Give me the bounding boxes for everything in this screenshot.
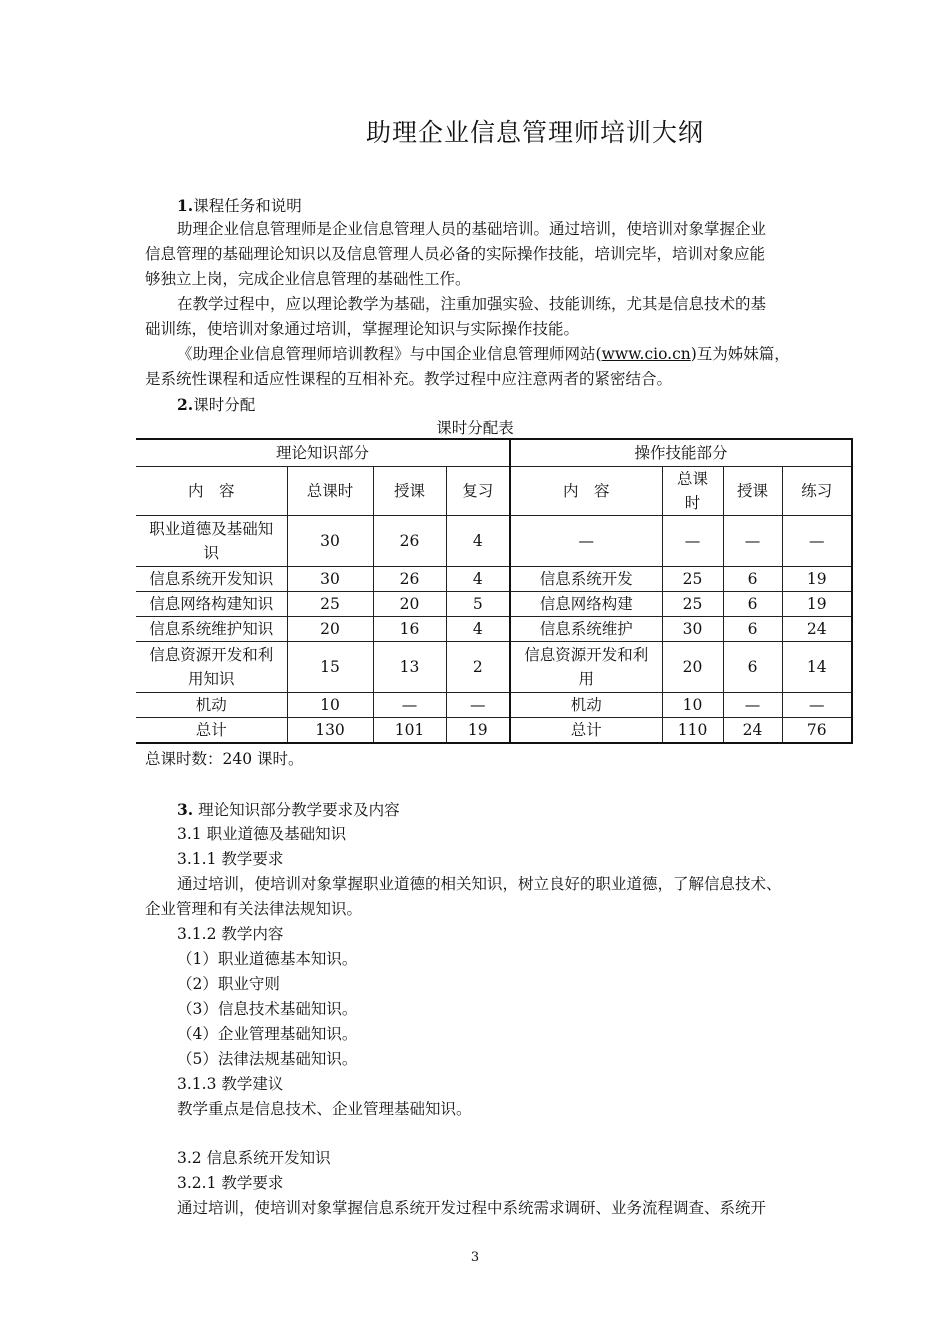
- row-total: 30: [287, 516, 373, 567]
- row-lecture: 101: [373, 718, 446, 744]
- table-group-header: [136, 439, 852, 467]
- section-2-title: 课时分配: [193, 396, 256, 414]
- table-caption: 课时分配表: [436, 419, 514, 437]
- website-link[interactable]: www.cio.cn: [601, 345, 691, 363]
- row-review: 2: [446, 642, 510, 693]
- page-title: 助理企业信息管理师培训大纲: [365, 118, 704, 147]
- row-name: [136, 642, 287, 693]
- subsection-3-2: 3.2 信息系统开发知识: [177, 1149, 331, 1167]
- row-practice-name: —: [510, 516, 662, 567]
- row-name-line-1: 信息资源开发和利: [149, 646, 274, 664]
- row-practice-name: 机动: [510, 693, 662, 718]
- row-practice-name-line-2: 用: [578, 670, 595, 688]
- row-practice-total: 110: [662, 718, 723, 744]
- text-3-1-1-line-2: 企业管理和有关法律法规知识。: [145, 900, 363, 918]
- section-2-number: 2.: [177, 395, 194, 414]
- row-lecture: 16: [373, 617, 446, 642]
- para-1-line-3: 够独立上岗，完成企业信息管理的基础性工作。: [145, 270, 471, 288]
- row-practice-name: 信息系统维护: [510, 617, 662, 642]
- para-1-line-2: 信息管理的基础理论知识以及信息管理人员必备的实际操作技能，培训完毕，培训对象应能: [145, 245, 766, 263]
- total-hours-note: 总课时数：240 课时。: [145, 750, 304, 768]
- row-review: 19: [446, 718, 510, 744]
- list-item: （2）职业守则: [177, 975, 280, 993]
- section-3-title: 理论知识部分教学要求及内容: [193, 801, 400, 819]
- list-item: （5）法律法规基础知识。: [177, 1050, 358, 1068]
- row-total: 15: [287, 642, 373, 693]
- row-practice-total: 30: [662, 617, 723, 642]
- text-3-1-1-line-1: 通过培训，使培训对象掌握职业道德的相关知识，树立良好的职业道德，了解信息技术、: [177, 875, 782, 893]
- subsection-3-2-1: 3.2.1 教学要求: [177, 1174, 284, 1192]
- section-1-title: 课程任务和说明: [193, 197, 302, 215]
- row-review: 5: [446, 592, 510, 617]
- row-practice-exercise: 19: [782, 567, 852, 592]
- table-total-row: [136, 718, 852, 744]
- table-row: [136, 693, 852, 718]
- row-lecture: 26: [373, 567, 446, 592]
- text-3-2-1: 通过培训，使培训对象掌握信息系统开发过程中系统需求调研、业务流程调查、系统开: [177, 1199, 767, 1217]
- row-practice-total: 25: [662, 567, 723, 592]
- row-lecture: 20: [373, 592, 446, 617]
- row-practice-name: 总计: [510, 718, 662, 744]
- row-total: 20: [287, 617, 373, 642]
- text-3-1-3: 教学重点是信息技术、企业管理基础知识。: [177, 1100, 472, 1118]
- row-review: 4: [446, 567, 510, 592]
- col-content-2: 内 容: [510, 467, 662, 516]
- row-practice-total: 10: [662, 693, 723, 718]
- para-1-line-1: 助理企业信息管理师是企业信息管理人员的基础培训。通过培训，使培训对象掌握企业: [177, 220, 767, 238]
- col-content: 内 容: [136, 467, 287, 516]
- section-1-number: 1.: [177, 196, 194, 215]
- col-total-2-line-2: 时: [684, 494, 701, 512]
- row-practice-lecture: 6: [723, 617, 782, 642]
- row-name: 信息系统开发知识: [136, 567, 287, 592]
- table-row: [136, 516, 852, 567]
- list-item: （3）信息技术基础知识。: [177, 1000, 358, 1018]
- col-total-2: [662, 467, 723, 516]
- hours-allocation-table: [136, 438, 853, 744]
- row-practice-lecture: 6: [723, 567, 782, 592]
- subsection-3-1-3: 3.1.3 教学建议: [177, 1075, 284, 1093]
- row-practice-name: 信息系统开发: [510, 567, 662, 592]
- col-total: 总课时: [287, 467, 373, 516]
- row-practice-total: 25: [662, 592, 723, 617]
- section-1-heading: [177, 193, 302, 219]
- row-practice-lecture: 24: [723, 718, 782, 744]
- row-name: 总计: [136, 718, 287, 744]
- col-total-2-line-1: 总课: [677, 470, 709, 488]
- table-row: [136, 567, 852, 592]
- row-practice-exercise: —: [782, 693, 852, 718]
- row-name: 信息网络构建知识: [136, 592, 287, 617]
- subsection-3-1-2: 3.1.2 教学内容: [177, 925, 284, 943]
- para-3-post: )互为姊妹篇，: [690, 345, 790, 363]
- table-row: [136, 592, 852, 617]
- row-practice-lecture: 6: [723, 642, 782, 693]
- subsection-3-1: 3.1 职业道德及基础知识: [177, 825, 347, 843]
- row-total: 30: [287, 567, 373, 592]
- row-total: 10: [287, 693, 373, 718]
- row-name-line-1: 职业道德及基础知: [149, 520, 274, 538]
- row-practice-exercise: 19: [782, 592, 852, 617]
- row-review: 4: [446, 516, 510, 567]
- row-total: 25: [287, 592, 373, 617]
- table-row: [136, 617, 852, 642]
- row-practice-name-line-1: 信息资源开发和利: [524, 646, 649, 664]
- para-2-line-2: 础训练，使培训对象通过培训，掌握理论知识与实际操作技能。: [145, 320, 580, 338]
- row-practice-lecture: 6: [723, 592, 782, 617]
- page-number: 3: [470, 1250, 480, 1265]
- row-total: 130: [287, 718, 373, 744]
- table-column-header: [136, 467, 852, 516]
- para-2-line-1: 在教学过程中，应以理论教学为基础，注重加强实验、技能训练，尤其是信息技术的基: [177, 295, 767, 313]
- section-3-heading: [177, 797, 400, 823]
- row-review: —: [446, 693, 510, 718]
- row-practice-exercise: 76: [782, 718, 852, 744]
- row-practice-name: [510, 642, 662, 693]
- para-3-line-1: [177, 342, 790, 367]
- row-name: 信息系统维护知识: [136, 617, 287, 642]
- group-practice: 操作技能部分: [510, 439, 852, 467]
- row-practice-exercise: 24: [782, 617, 852, 642]
- para-3-pre: 《助理企业信息管理师培训教程》与中国企业信息管理师网站(: [177, 345, 602, 363]
- col-lecture: 授课: [373, 467, 446, 516]
- row-name-line-2: 用知识: [187, 670, 235, 688]
- group-theory: 理论知识部分: [136, 439, 510, 467]
- col-practice: 练习: [782, 467, 852, 516]
- section-3-number: 3.: [177, 800, 194, 819]
- row-practice-exercise: 14: [782, 642, 852, 693]
- para-3-line-2: 是系统性课程和适应性课程的互相补充。教学过程中应注意两者的紧密结合。: [145, 370, 673, 388]
- row-lecture: 13: [373, 642, 446, 693]
- list-item: （4）企业管理基础知识。: [177, 1025, 358, 1043]
- row-practice-total: —: [662, 516, 723, 567]
- subsection-3-1-1: 3.1.1 教学要求: [177, 850, 284, 868]
- section-2-heading: [177, 392, 255, 418]
- row-name: [136, 516, 287, 567]
- row-lecture: —: [373, 693, 446, 718]
- row-practice-lecture: —: [723, 516, 782, 567]
- row-name: 机动: [136, 693, 287, 718]
- row-practice-lecture: —: [723, 693, 782, 718]
- col-review: 复习: [446, 467, 510, 516]
- col-lecture-2: 授课: [723, 467, 782, 516]
- row-practice-name: 信息网络构建: [510, 592, 662, 617]
- row-practice-total: 20: [662, 642, 723, 693]
- row-lecture: 26: [373, 516, 446, 567]
- table-row: [136, 642, 852, 693]
- row-practice-exercise: —: [782, 516, 852, 567]
- list-item: （1）职业道德基本知识。: [177, 950, 358, 968]
- row-review: 4: [446, 617, 510, 642]
- row-name-line-2: 识: [203, 544, 219, 562]
